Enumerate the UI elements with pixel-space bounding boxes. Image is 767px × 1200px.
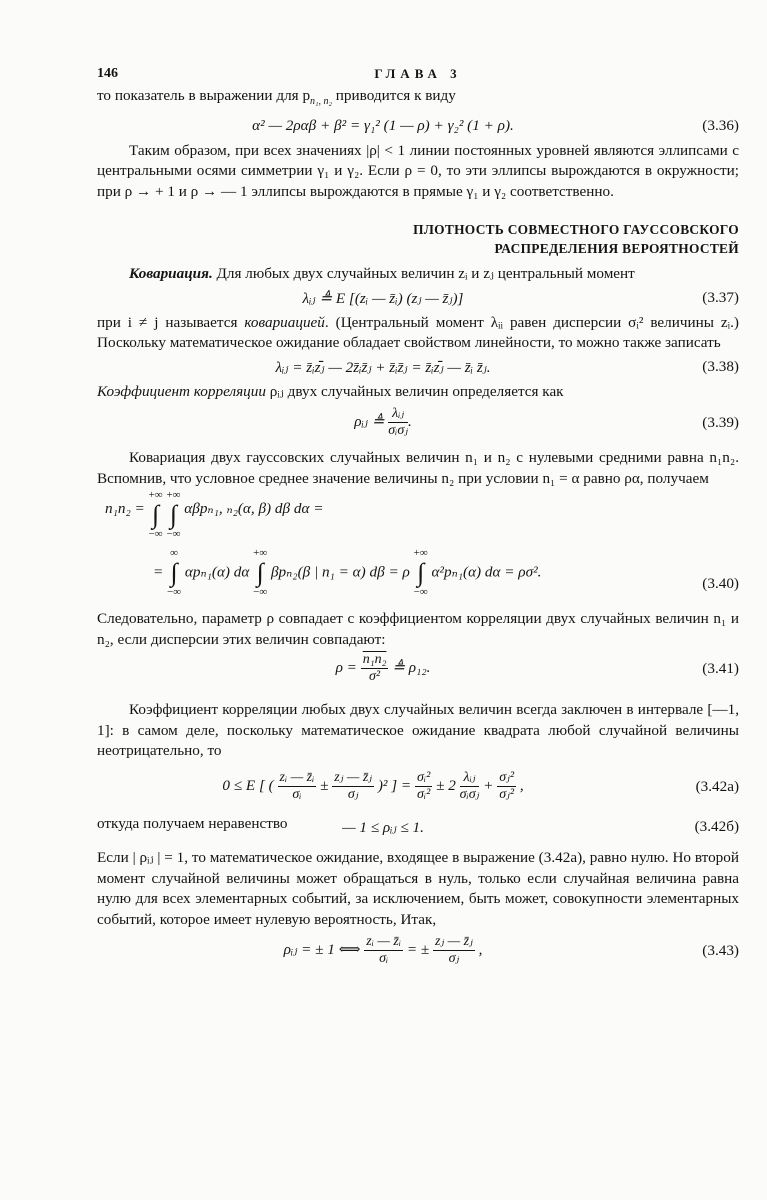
paragraph-5: Коэффициент корреляции ρᵢⱼ двух случайных величин определяется как	[97, 382, 564, 400]
section-heading: ПЛОТНОСТЬ СОВМЕСТНОГО ГАУССОВСКОГО РАСПРЕДЕЛЕНИЯ ВЕРОЯТНОСТЕЙ	[413, 222, 739, 257]
paragraph-1: то показатель в выражении для $p_{n_1, n_2}$ приводится к виду	[97, 87, 456, 108]
equation-3-41: ρ = $\frac{\text{n₁n₂}}{\text{σ²}}$ ≜ ρ₁₂. (3.41)	[335, 652, 739, 685]
equation-number: (3.42а)	[695, 777, 739, 795]
equation-number: (3.40)	[702, 575, 739, 593]
equation-3-38: λᵢⱼ = z̄ᵢzⱼ̄ — 2z̄ᵢz̄ⱼ + z̄ᵢz̄ⱼ = z̄ᵢzⱼ̄ — z̄ᵢ z̄ⱼ. (3.38)	[275, 357, 739, 376]
equation-number: (3.41)	[702, 660, 739, 678]
paragraph-covariance: Ковариация. Для любых двух случайных величин zᵢ и zⱼ центральный момент	[129, 265, 635, 283]
book-page	[97, 62, 739, 974]
equation-number: (3.39)	[702, 414, 739, 432]
chapter-title: ГЛАВА 3	[374, 66, 462, 81]
paragraph-8: Коэффициент корреляции любых двух случайных величин всегда заключен в интервале [—1, 1]: в самом деле, поскольку математическое ожидание квадрата любой случайной величины неотрицательно, то	[97, 701, 739, 760]
equation-number: (3.37)	[702, 288, 739, 306]
equation-number: (3.43)	[702, 942, 739, 960]
page-header	[97, 62, 739, 86]
paragraph-10: Если | ρᵢⱼ | = 1, то математическое ожидание, входящее в выражение (3.42а), равно нулю. Но второй момент случайной величины может обращаться в нуль, только если случайная величина равна нулю для всех элементарных событий, за исключением, быть может, совокупности элементарных событий, которое имеет нулевую вероятность, Итак,	[97, 849, 739, 928]
equation-number: (3.42б)	[694, 818, 739, 836]
page-number: 146	[97, 66, 118, 81]
equation-3-36: α² — 2ραβ + β² = γ₁² (1 — ρ) + γ₂² (1 + ρ). (3.36)	[252, 116, 739, 134]
equation-3-40: n₁n₂ = +∞ ∫ −∞ +∞ ∫ −∞ αβpₙ₁, ₙ₂(α, β) dβ dα = = ∞ ∫ −∞ αpₙ₁(α) dα +∞ ∫ −∞ βpₙ₂(β | n₁ = α) dβ = ρ +∞ ∫ −∞ α²pₙ₁(α) dα = ρσ². (3.40)	[105, 489, 739, 599]
equation-number: (3.38)	[702, 357, 739, 375]
paragraph-6: Ковариация двух гауссовских случайных величин n₁ и n₂ с нулевыми средними равна n₁n₂. Вспомнив, что условное среднее значение величины n₂ при условии n₁ = α равно ρα, получаем	[97, 449, 739, 487]
equation-3-42a: 0 ≤ E [ ( $\frac{\text{zᵢ — z̄ᵢ}}{\text{σᵢ}}$ ± $\frac{\text{zⱼ — z̄ⱼ}}{\text{σⱼ}}$ )² ] = $\frac{\text{σᵢ²}}{\text{σᵢ²}}$ ± 2 $\frac{\text{λᵢⱼ}}{\text{σᵢσⱼ}}$ + $\frac{\text{σⱼ²}}{\text{σⱼ²}}$ , (3.42а)	[222, 769, 739, 802]
equation-3-42b: — 1 ≤ ρᵢⱼ ≤ 1. (3.42б)	[342, 818, 739, 837]
paragraph-7: Следовательно, параметр ρ совпадает с коэффициентом корреляции двух случайных величин n₁ и n₂, если дисперсии этих величин совпадают:	[97, 610, 739, 648]
paragraph-9: откуда получаем неравенство	[97, 814, 288, 832]
equation-3-39: ρᵢⱼ ≜ $\frac{\text{λᵢⱼ}}{\text{σᵢσⱼ}}$ . (3.39)	[354, 406, 739, 439]
paragraph-2: Таким образом, при всех значениях |ρ| < 1 линии постоянных уровней являются эллипсами с центральными осями симметрии γ₁ и γ₂. Если ρ = 0, то эти эллипсы вырождаются в окружности; при ρ → + 1 и ρ → — 1 эллипсы вырождаются в прямые γ₁ и γ₂ соответственно.	[97, 141, 739, 200]
equation-3-43: ρᵢⱼ = ± 1 ⟺ $\frac{\text{zᵢ — z̄ᵢ}}{\text{σᵢ}}$ = ± $\frac{\text{zⱼ — z̄ⱼ}}{\text{σⱼ}}$ , (3.43)	[283, 934, 739, 967]
equation-3-37: λᵢⱼ ≜ E [(zᵢ — z̄ᵢ) (zⱼ — z̄ⱼ)] (3.37)	[302, 288, 739, 307]
paragraph-4: при i ≠ j называется ковариацией. (Центральный момент λᵢᵢ равен дисперсии σᵢ² величины zᵢ.) Поскольку математическое ожидание обладает свойством линейности, то можно также записать	[97, 313, 739, 352]
equation-number: (3.36)	[702, 116, 739, 134]
